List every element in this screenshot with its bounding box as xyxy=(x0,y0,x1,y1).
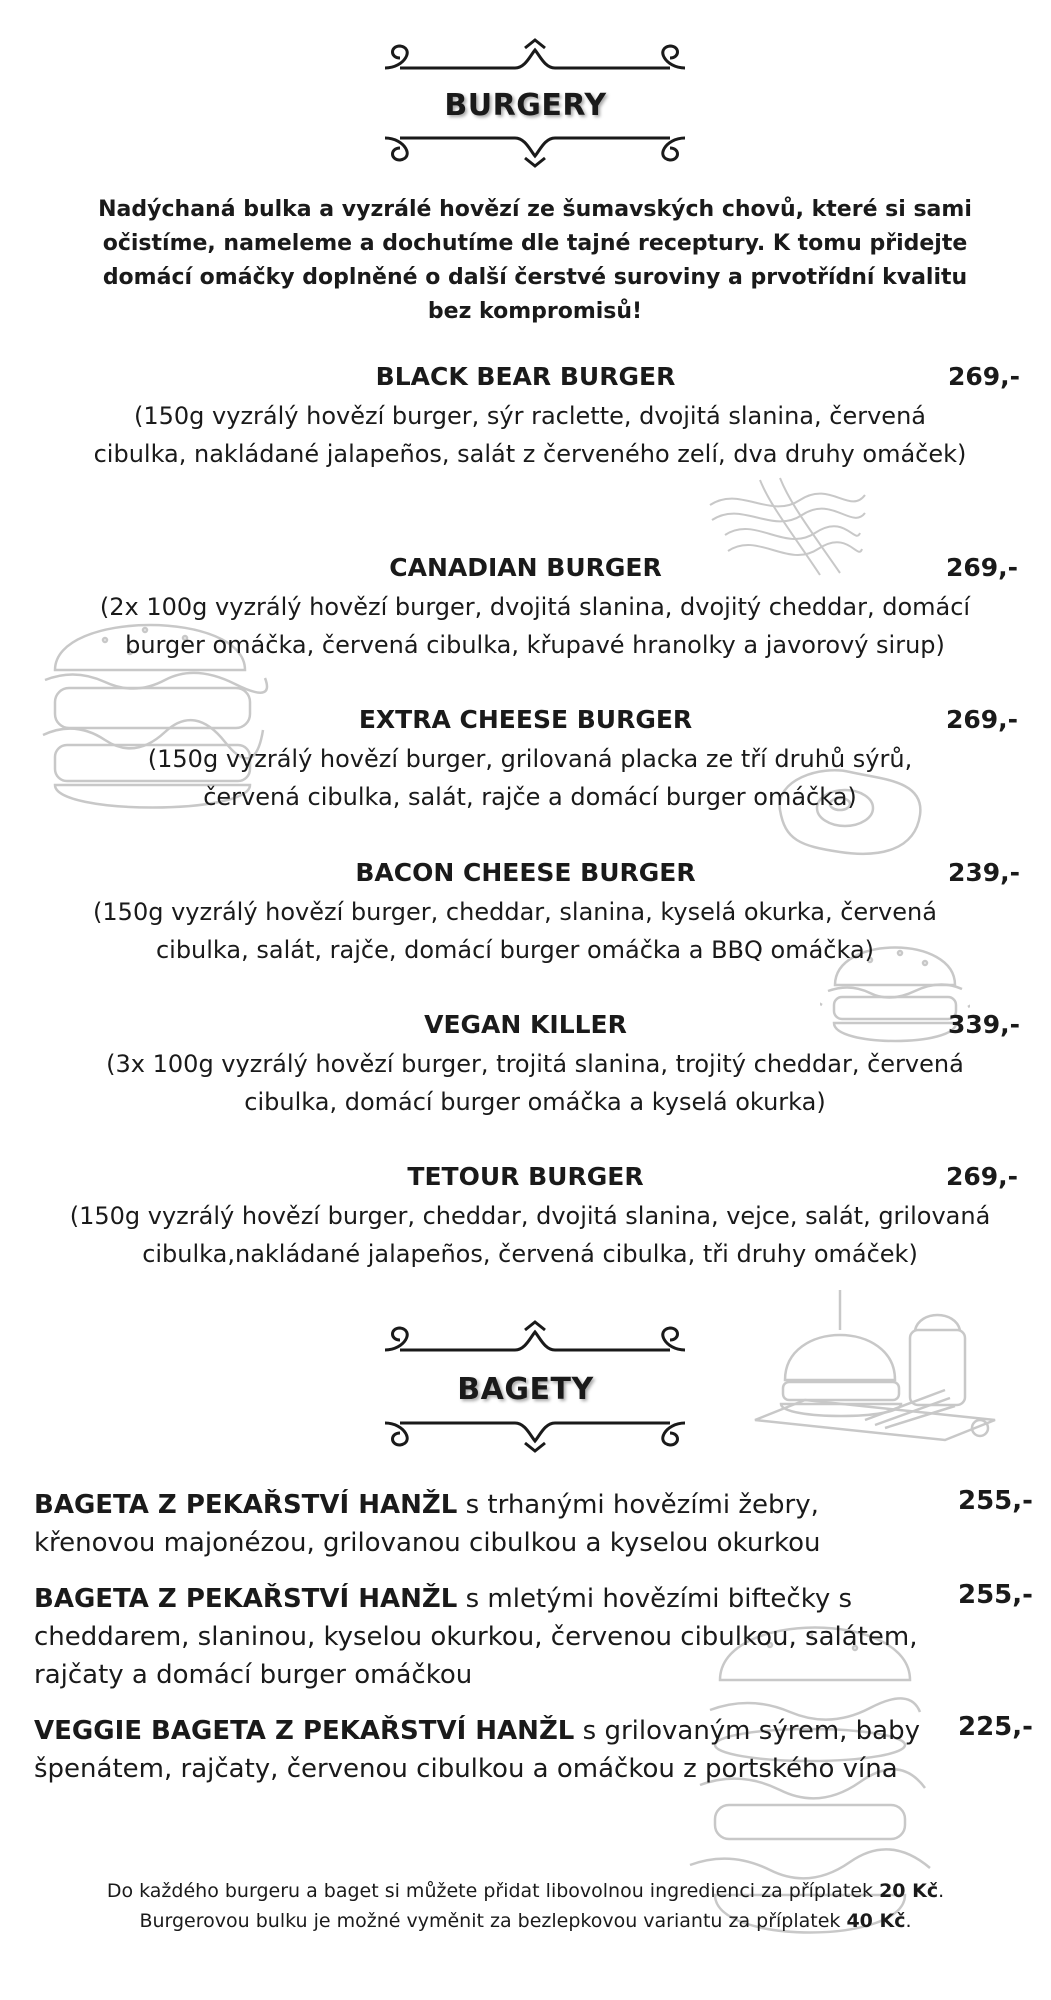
baguette-item-price: 255,- xyxy=(958,1580,1033,1610)
baguette-item xyxy=(34,1580,944,1694)
baguette-item xyxy=(34,1486,944,1562)
menu-item-name: BLACK BEAR BURGER xyxy=(375,362,676,391)
ornament-frame-icon xyxy=(375,1320,695,1360)
footer-line-2-end: . xyxy=(905,1910,912,1932)
menu-item-price: 339,- xyxy=(948,1010,1021,1039)
menu-item-name: VEGAN KILLER xyxy=(424,1010,627,1039)
baguette-item xyxy=(34,1712,944,1788)
footer-line-1-price: 20 Kč xyxy=(879,1880,939,1902)
baguette-item-desc: s mletými hovězími biftečky s cheddarem, slaninou, kyselou okurkou, červenou cibulkou, salátem, rajčaty a domácí burger omáčkou xyxy=(34,1584,918,1690)
ornament-frame-icon xyxy=(375,1413,695,1453)
menu-item-desc: (3x 100g vyzrálý hovězí burger, trojitá slanina, trojitý cheddar, červená cibulka, domácí burger omáčka a kyselá okurka) xyxy=(106,1050,964,1116)
menu-item-price: 269,- xyxy=(946,553,1019,582)
footer-line-1 xyxy=(0,1876,1051,1906)
section-title-burgery: BURGERY xyxy=(444,88,607,123)
baguette-item-desc: s grilovaným sýrem, baby špenátem, rajčaty, červenou cibulkou a omáčkou z portského vína xyxy=(34,1716,921,1784)
menu-item-desc: (150g vyzrálý hovězí burger, cheddar, slanina, kyselá okurka, červená cibulka, salát, rajče, domácí burger omáčka a BBQ omáčka) xyxy=(93,898,937,964)
baguette-item-name: BAGETA Z PEKAŘSTVÍ HANŽL xyxy=(34,1490,458,1520)
footer-line-1-text: Do každého burgeru a baget si můžete přidat libovolnou ingredienci za příplatek xyxy=(106,1880,880,1902)
section-title-bagety: BAGETY xyxy=(457,1372,594,1407)
menu-item-price: 239,- xyxy=(948,858,1021,887)
menu-item-name: EXTRA CHEESE BURGER xyxy=(358,705,693,734)
footer-line-2-price: 40 Kč xyxy=(846,1910,906,1932)
baguette-item-name: VEGGIE BAGETA Z PEKAŘSTVÍ HANŽL xyxy=(34,1716,575,1746)
footer-line-1-end: . xyxy=(938,1880,945,1902)
footer-line-2-text: Burgerovou bulku je možné vyměnit za bezlepkovou variantu za příplatek xyxy=(139,1910,847,1932)
baguette-item-price: 255,- xyxy=(958,1486,1033,1516)
footer-note xyxy=(0,1876,1051,1936)
ornament-frame-icon xyxy=(375,128,695,168)
menu-item-desc: (2x 100g vyzrálý hovězí burger, dvojitá slanina, dvojitý cheddar, domácí burger omáčka, červená cibulka, křupavé hranolky a javorový sirup) xyxy=(99,593,971,659)
burgers-intro: Nadýchaná bulka a vyzrálé hovězí ze šumavských chovů, které si sami očistíme, nameleme a dochutíme dle tajné receptury. K tomu přidejte domácí omáčky doplněné o další čerstvé suroviny a prvotřídní kvalitu bez kompromisů! xyxy=(98,197,972,324)
menu-item-name: BACON CHEESE BURGER xyxy=(355,858,696,887)
baguette-item-name: BAGETA Z PEKAŘSTVÍ HANŽL xyxy=(34,1584,458,1614)
menu-item-name: TETOUR BURGER xyxy=(407,1162,644,1191)
menu-item-price: 269,- xyxy=(946,1162,1019,1191)
ornament-frame-icon xyxy=(375,38,695,78)
footer-line-2 xyxy=(0,1906,1051,1936)
menu-item-name: CANADIAN BURGER xyxy=(389,553,662,582)
baguette-item-desc: s trhanými hovězími žebry, křenovou majonézou, grilovanou cibulkou a kyselou okurkou xyxy=(34,1490,821,1558)
baguette-item-price: 225,- xyxy=(958,1712,1033,1742)
menu-item-desc: (150g vyzrálý hovězí burger, sýr raclette, dvojitá slanina, červená cibulka, nakládané jalapeños, salát z červeného zelí, dva druhy omáček) xyxy=(93,402,967,468)
menu-item-price: 269,- xyxy=(946,705,1019,734)
menu-item-desc: (150g vyzrálý hovězí burger, grilovaná placka ze tří druhů sýrů, červená cibulka, salát, rajče a domácí burger omáčka) xyxy=(147,745,913,811)
menu-item-desc: (150g vyzrálý hovězí burger, cheddar, dvojitá slanina, vejce, salát, grilovaná cibulka,nakládané jalapeños, červená cibulka, tři druhy omáček) xyxy=(69,1202,991,1268)
menu-item-price: 269,- xyxy=(948,362,1021,391)
burger-board-sketch-icon xyxy=(745,1270,1005,1460)
